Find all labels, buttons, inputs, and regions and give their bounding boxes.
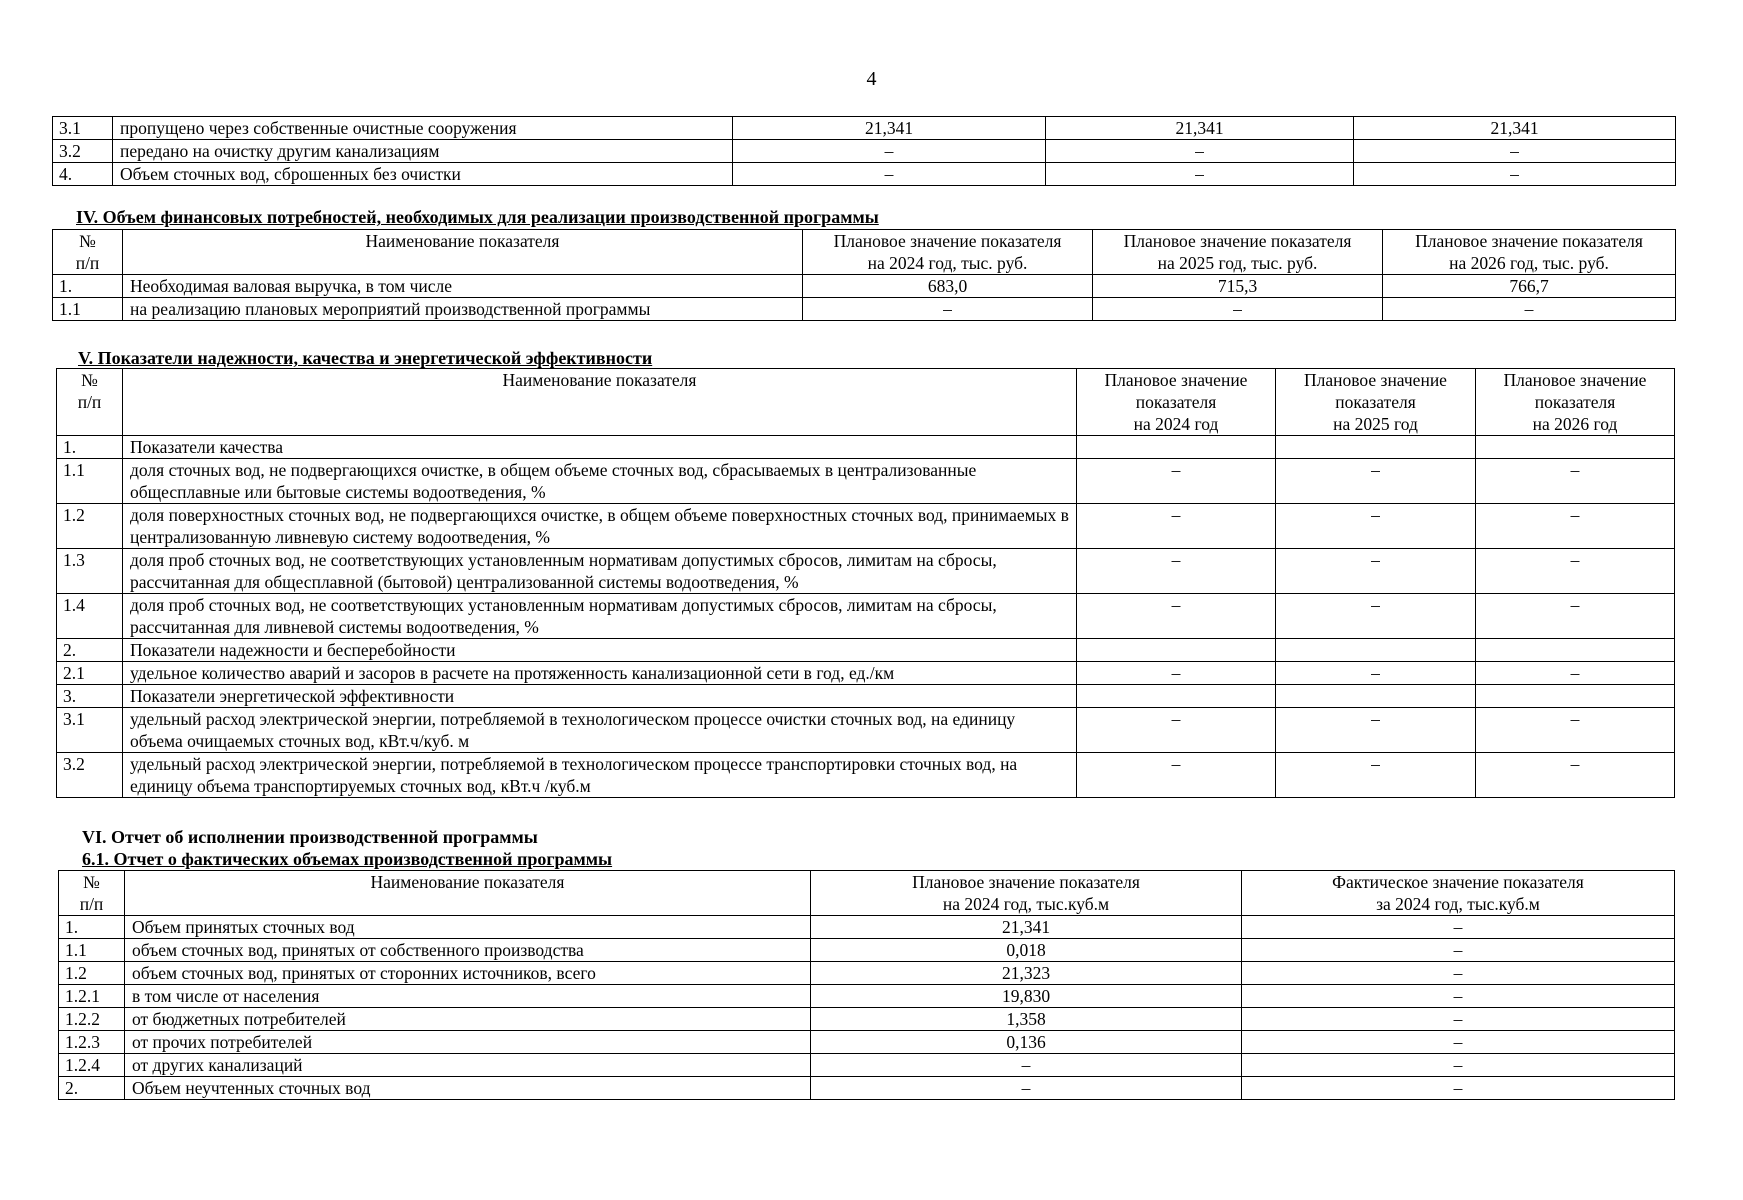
value-cell: 21,341	[811, 916, 1242, 939]
header-name: Наименование показателя	[123, 230, 803, 275]
table-header-row	[59, 871, 1675, 916]
value-cell: –	[1476, 662, 1675, 685]
header-name: Наименование показателя	[125, 871, 811, 916]
table-row	[57, 549, 1675, 594]
row-name: доля поверхностных сточных вод, не подвергающихся очистке, в общем объеме поверхностных сточных вод, принимаемых в централизованную ливневую систему водоотведения, %	[123, 504, 1077, 549]
row-name: пропущено через собственные очистные сооружения	[113, 117, 733, 140]
table-row	[57, 708, 1675, 753]
value-cell: –	[733, 140, 1046, 163]
table-header-row	[57, 369, 1675, 436]
header-num: № п/п	[59, 871, 125, 916]
row-number: 3.1	[57, 708, 123, 753]
row-name: удельный расход электрической энергии, потребляемой в технологическом процессе очистки сточных вод, на единицу объема очищаемых сточных вод, кВт.ч/куб. м	[123, 708, 1077, 753]
table-row	[57, 753, 1675, 798]
value-cell: –	[1242, 962, 1675, 985]
row-number: 1.2.2	[59, 1008, 125, 1031]
value-cell: 21,341	[1354, 117, 1676, 140]
row-number: 1.	[57, 436, 123, 459]
value-cell: –	[1242, 1054, 1675, 1077]
header-name: Наименование показателя	[123, 369, 1077, 436]
row-number: 3.1	[53, 117, 113, 140]
value-cell: –	[1354, 163, 1676, 186]
value-cell: –	[1276, 708, 1476, 753]
value-cell	[1276, 436, 1476, 459]
header-plan-2025: Плановое значение показателя на 2025 год	[1276, 369, 1476, 436]
table-row	[59, 1077, 1675, 1100]
value-cell	[1476, 436, 1675, 459]
table-row	[57, 504, 1675, 549]
value-cell: 21,341	[733, 117, 1046, 140]
row-name: доля проб сточных вод, не соответствующих установленным нормативам допустимых сбросов, лимитам на сбросы, рассчитанная для общесплавной (бытовой) централизованной системы водоотведения, %	[123, 549, 1077, 594]
value-cell: 1,358	[811, 1008, 1242, 1031]
value-cell: –	[1476, 549, 1675, 594]
value-cell: –	[1242, 1008, 1675, 1031]
section-v-title: V. Показатели надежности, качества и энергетической эффективности	[78, 348, 653, 368]
value-cell: –	[1276, 662, 1476, 685]
row-number: 1.2.4	[59, 1054, 125, 1077]
value-cell: –	[1077, 504, 1276, 549]
value-cell: –	[1276, 549, 1476, 594]
value-cell: –	[1093, 298, 1383, 321]
value-cell: –	[1077, 753, 1276, 798]
row-name: Показатели энергетической эффективности	[123, 685, 1077, 708]
value-cell: 683,0	[803, 275, 1093, 298]
section-vi-table	[58, 870, 1675, 1100]
table-row	[59, 962, 1675, 985]
table-row	[59, 916, 1675, 939]
row-name: удельное количество аварий и засоров в расчете на протяженность канализационной сети в год, ед./км	[123, 662, 1077, 685]
header-plan-2025: Плановое значение показателя на 2025 год, тыс. руб.	[1093, 230, 1383, 275]
row-name: от прочих потребителей	[125, 1031, 811, 1054]
value-cell	[1077, 685, 1276, 708]
row-number: 1.2	[59, 962, 125, 985]
value-cell: 715,3	[1093, 275, 1383, 298]
table-row	[53, 163, 1676, 186]
table-row	[53, 117, 1676, 140]
section-v-table	[56, 368, 1675, 798]
row-number: 1.1	[59, 939, 125, 962]
value-cell	[1077, 639, 1276, 662]
value-cell: 0,018	[811, 939, 1242, 962]
value-cell: –	[1046, 140, 1354, 163]
table-header-row	[53, 230, 1676, 275]
row-name: передано на очистку другим канализациям	[113, 140, 733, 163]
table-row	[57, 662, 1675, 685]
value-cell: 21,341	[1046, 117, 1354, 140]
value-cell	[1476, 685, 1675, 708]
value-cell: –	[1077, 549, 1276, 594]
value-cell: –	[1476, 708, 1675, 753]
row-name: в том числе от населения	[125, 985, 811, 1008]
table-row	[59, 1008, 1675, 1031]
row-name: объем сточных вод, принятых от собственного производства	[125, 939, 811, 962]
row-number: 1.2.1	[59, 985, 125, 1008]
section-iv-title: IV. Объем финансовых потребностей, необходимых для реализации производственной программы	[76, 207, 879, 227]
value-cell: –	[1242, 985, 1675, 1008]
table-row	[57, 459, 1675, 504]
table-row	[59, 1054, 1675, 1077]
row-number: 2.	[59, 1077, 125, 1100]
table-row	[57, 639, 1675, 662]
value-cell	[1276, 685, 1476, 708]
row-number: 1.3	[57, 549, 123, 594]
page-number: 4	[866, 68, 877, 90]
table-row	[53, 298, 1676, 321]
value-cell: –	[1276, 594, 1476, 639]
row-number: 1.2	[57, 504, 123, 549]
row-number: 2.1	[57, 662, 123, 685]
value-cell: –	[1476, 594, 1675, 639]
row-number: 1.1	[53, 298, 123, 321]
row-number: 4.	[53, 163, 113, 186]
table-row	[59, 939, 1675, 962]
row-name: Показатели надежности и бесперебойности	[123, 639, 1077, 662]
row-number: 1.	[53, 275, 123, 298]
row-number: 2.	[57, 639, 123, 662]
value-cell	[1276, 639, 1476, 662]
row-number: 1.	[59, 916, 125, 939]
value-cell: –	[1242, 916, 1675, 939]
value-cell: –	[1077, 662, 1276, 685]
table-row	[59, 1031, 1675, 1054]
value-cell: –	[1046, 163, 1354, 186]
row-name: Объем принятых сточных вод	[125, 916, 811, 939]
row-name: удельный расход электрической энергии, потребляемой в технологическом процессе транспортировки сточных вод, на единицу объема транспортируемых сточных вод, кВт.ч /куб.м	[123, 753, 1077, 798]
header-num: № п/п	[57, 369, 123, 436]
value-cell: –	[1077, 459, 1276, 504]
table-row	[57, 685, 1675, 708]
value-cell: –	[1242, 1077, 1675, 1100]
value-cell: –	[811, 1054, 1242, 1077]
value-cell: –	[1276, 459, 1476, 504]
table-row	[53, 140, 1676, 163]
section-vi-subtitle: 6.1. Отчет о фактических объемах производственной программы	[82, 849, 613, 869]
row-name: доля проб сточных вод, не соответствующих установленным нормативам допустимых сбросов, лимитам на сбросы, рассчитанная для ливневой системы водоотведения, %	[123, 594, 1077, 639]
value-cell: 0,136	[811, 1031, 1242, 1054]
row-name: Объем сточных вод, сброшенных без очистки	[113, 163, 733, 186]
row-name: от бюджетных потребителей	[125, 1008, 811, 1031]
value-cell: 19,830	[811, 985, 1242, 1008]
value-cell: –	[1276, 753, 1476, 798]
header-num: № п/п	[53, 230, 123, 275]
value-cell: –	[1242, 1031, 1675, 1054]
value-cell: –	[1242, 939, 1675, 962]
table-row	[57, 594, 1675, 639]
table-row	[59, 985, 1675, 1008]
value-cell: –	[1383, 298, 1676, 321]
section-iv-table	[52, 229, 1676, 321]
table-row	[57, 436, 1675, 459]
value-cell: –	[1476, 753, 1675, 798]
value-cell: –	[1276, 504, 1476, 549]
value-cell: –	[1354, 140, 1676, 163]
row-name: объем сточных вод, принятых от сторонних источников, всего	[125, 962, 811, 985]
header-plan-2026: Плановое значение показателя на 2026 год, тыс. руб.	[1383, 230, 1676, 275]
row-number: 1.1	[57, 459, 123, 504]
value-cell: –	[1476, 459, 1675, 504]
value-cell: –	[1476, 504, 1675, 549]
row-name: Объем неучтенных сточных вод	[125, 1077, 811, 1100]
row-name: доля сточных вод, не подвергающихся очистке, в общем объеме сточных вод, сбрасываемых в централизованные общесплавные или бытовые системы водоотведения, %	[123, 459, 1077, 504]
continuation-table	[52, 116, 1676, 186]
section-vi-title: VI. Отчет об исполнении производственной программы	[82, 827, 538, 847]
value-cell: 21,323	[811, 962, 1242, 985]
value-cell	[1077, 436, 1276, 459]
header-plan-2024: Плановое значение показателя на 2024 год, тыс.куб.м	[811, 871, 1242, 916]
row-number: 1.2.3	[59, 1031, 125, 1054]
header-plan-2024: Плановое значение показателя на 2024 год, тыс. руб.	[803, 230, 1093, 275]
row-name: от других канализаций	[125, 1054, 811, 1077]
table-row	[53, 275, 1676, 298]
header-plan-2024: Плановое значение показателя на 2024 год	[1077, 369, 1276, 436]
row-name: Показатели качества	[123, 436, 1077, 459]
value-cell: –	[1077, 594, 1276, 639]
row-name: Необходимая валовая выручка, в том числе	[123, 275, 803, 298]
value-cell: –	[811, 1077, 1242, 1100]
row-number: 3.2	[53, 140, 113, 163]
row-number: 1.4	[57, 594, 123, 639]
row-number: 3.2	[57, 753, 123, 798]
row-number: 3.	[57, 685, 123, 708]
value-cell	[1476, 639, 1675, 662]
value-cell: –	[1077, 708, 1276, 753]
value-cell: –	[803, 298, 1093, 321]
header-fact-2024: Фактическое значение показателя за 2024 год, тыс.куб.м	[1242, 871, 1675, 916]
value-cell: 766,7	[1383, 275, 1676, 298]
row-name: на реализацию плановых мероприятий производственной программы	[123, 298, 803, 321]
header-plan-2026: Плановое значение показателя на 2026 год	[1476, 369, 1675, 436]
value-cell: –	[733, 163, 1046, 186]
